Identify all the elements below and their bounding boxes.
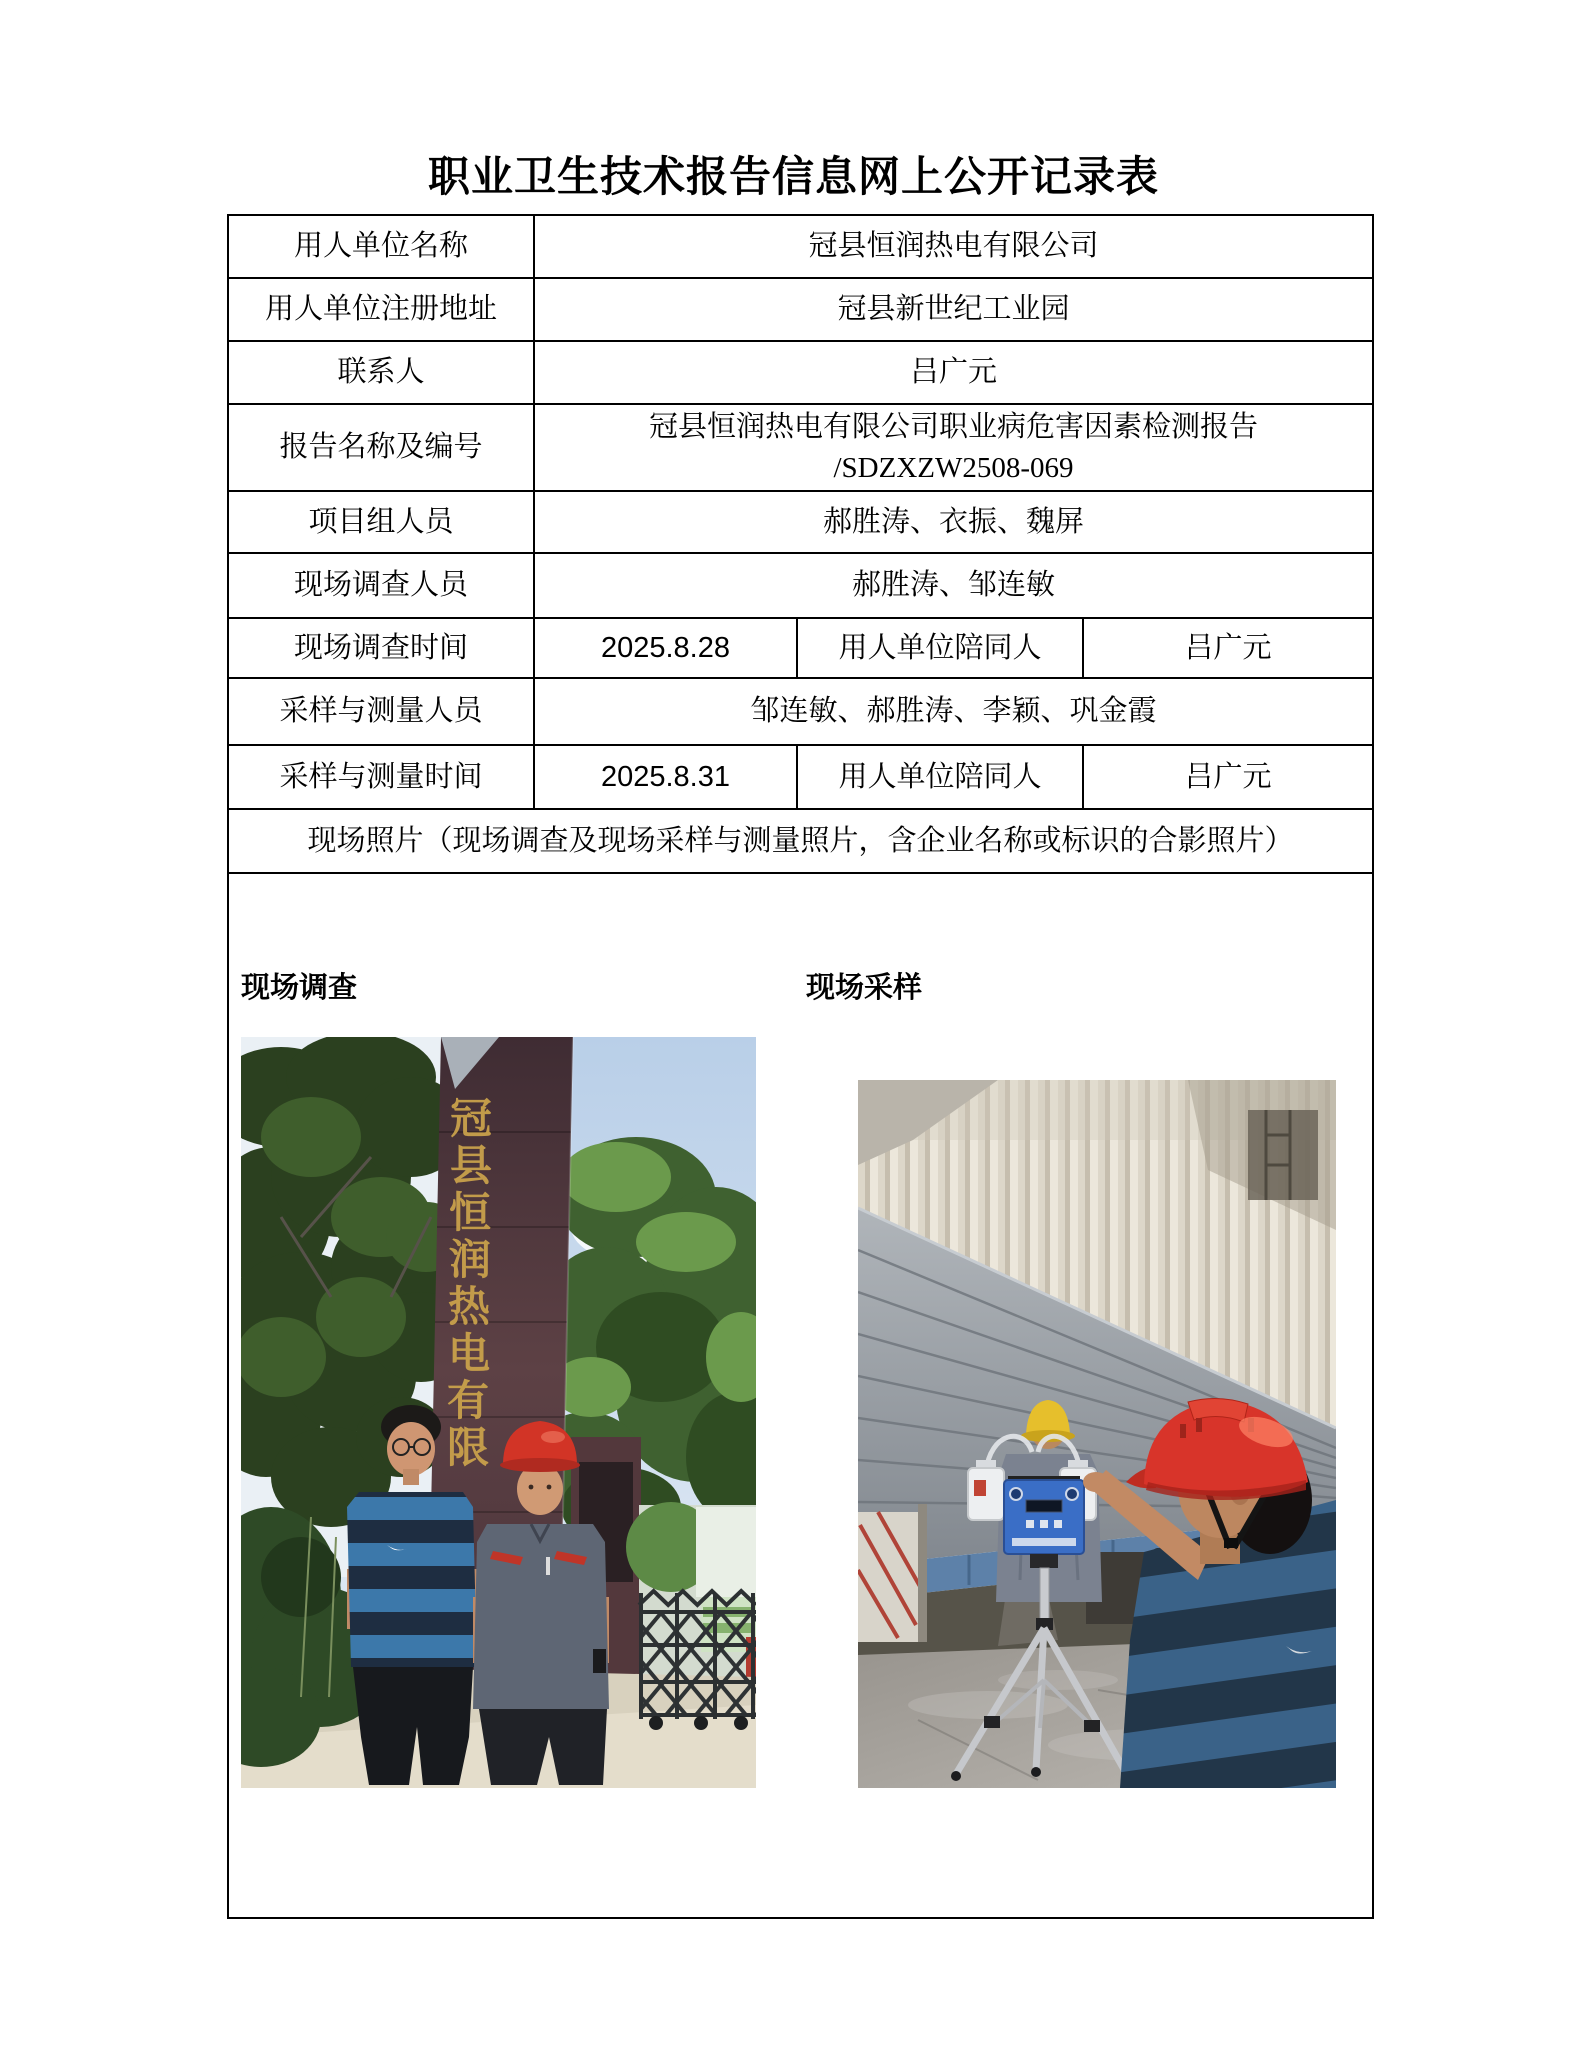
row-label-registered-address: 用人单位注册地址	[228, 278, 534, 341]
survey-companion-label: 用人单位陪同人	[797, 618, 1083, 678]
registered-address-value: 冠县新世纪工业园	[534, 278, 1373, 341]
svg-text:冠: 冠	[449, 1097, 493, 1143]
site-sampling-photo	[858, 1080, 1336, 1788]
row-label-project-team: 项目组人员	[228, 491, 534, 553]
report-name-line1: 冠县恒润热电有限公司职业病危害因素检测报告	[649, 410, 1259, 443]
table-row	[228, 341, 1373, 404]
survey-personnel-value: 郝胜涛、邹连敏	[534, 553, 1373, 618]
row-label-survey-personnel: 现场调查人员	[228, 553, 534, 618]
row-label-contact: 联系人	[228, 341, 534, 404]
table-row	[228, 678, 1373, 745]
svg-text:限: 限	[446, 1426, 490, 1472]
record-table	[227, 214, 1374, 1919]
table-row	[228, 278, 1373, 341]
row-label-survey-date: 现场调查时间	[228, 618, 534, 678]
table-row	[228, 215, 1373, 278]
table-row	[228, 873, 1373, 1918]
right-photo-caption: 现场采样	[806, 972, 923, 1004]
svg-text:县: 县	[449, 1144, 493, 1190]
table-row	[228, 809, 1373, 873]
report-name-value	[534, 404, 1373, 491]
svg-text:润: 润	[448, 1238, 492, 1284]
svg-text:恒: 恒	[448, 1191, 492, 1237]
sampling-personnel-value: 邹连敏、郝胜涛、李颖、巩金霞	[534, 678, 1373, 745]
table-row	[228, 553, 1373, 618]
employer-name-value: 冠县恒润热电有限公司	[534, 215, 1373, 278]
accordion-gate	[639, 1591, 756, 1730]
row-label-employer-name: 用人单位名称	[228, 215, 534, 278]
page-title: 职业卫生技术报告信息网上公开记录表	[427, 155, 1159, 201]
site-survey-photo	[241, 1037, 756, 1788]
monument-text	[447, 1097, 492, 1472]
project-team-value: 郝胜涛、衣振、魏屏	[534, 491, 1373, 553]
table-row	[228, 404, 1373, 491]
sampling-date-value: 2025.8.31	[534, 745, 797, 809]
table-row	[228, 745, 1373, 809]
photo-area	[229, 874, 1372, 1917]
svg-text:热: 热	[447, 1285, 491, 1331]
table-row	[228, 618, 1373, 678]
svg-text:电: 电	[447, 1332, 491, 1378]
sampling-companion-label: 用人单位陪同人	[797, 745, 1083, 809]
row-label-report-name: 报告名称及编号	[228, 404, 534, 491]
survey-companion-name: 吕广元	[1083, 618, 1373, 678]
report-number-line2: /SDZXZW2508-069	[833, 451, 1074, 484]
sampling-companion-name: 吕广元	[1083, 745, 1373, 809]
svg-text:有: 有	[446, 1379, 490, 1425]
survey-date-value: 2025.8.28	[534, 618, 797, 678]
table-row	[228, 491, 1373, 553]
contact-value: 吕广元	[534, 341, 1373, 404]
photo-cell	[228, 873, 1373, 1918]
left-photo-caption: 现场调查	[241, 972, 358, 1004]
row-label-sampling-personnel: 采样与测量人员	[228, 678, 534, 745]
row-label-sampling-date: 采样与测量时间	[228, 745, 534, 809]
photo-section-header: 现场照片（现场调查及现场采样与测量照片，含企业名称或标识的合影照片）	[228, 809, 1373, 873]
